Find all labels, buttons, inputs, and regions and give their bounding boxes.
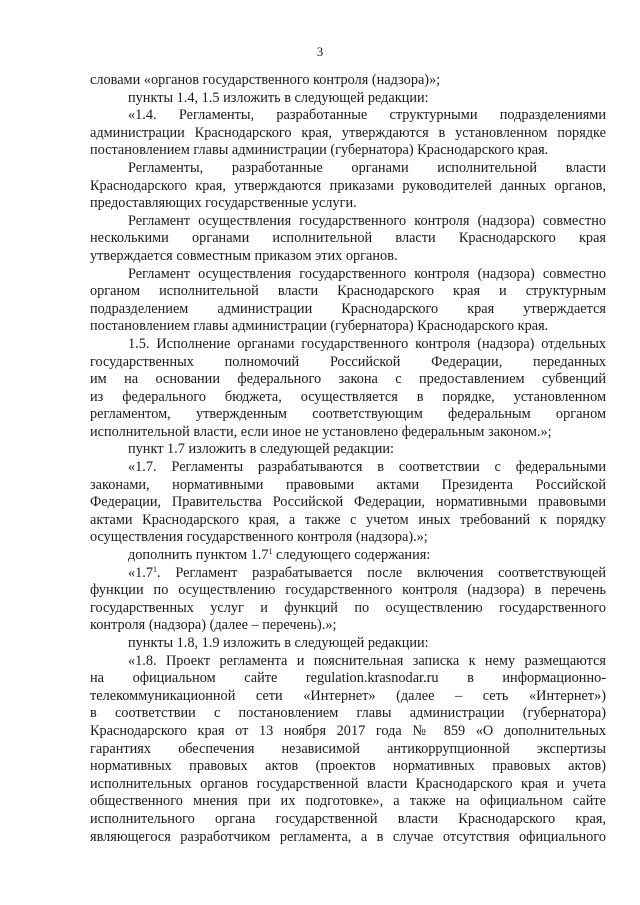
text-line: [90, 72, 606, 90]
text-line-content: дополнить пунктом 1.7: [128, 547, 269, 564]
text-line-content: утверждается совместным приказом этих органов.: [90, 247, 398, 264]
text-line: [90, 829, 606, 847]
text-line-content: Регламент осуществления государственного контроля (надзора) совместно: [128, 212, 606, 229]
text-line: [90, 354, 606, 372]
text-line-content: пункты 1.8, 1.9 изложить в следующей редакции:: [128, 635, 429, 651]
text-line: [90, 441, 606, 459]
text-line: [90, 301, 606, 319]
text-line-content: Регламенты, разработанные органами исполнительной власти: [128, 159, 606, 176]
text-line: [90, 90, 606, 108]
text-line-content: 1.5. Исполнение органами государственного контроля (надзора) отдельных: [128, 335, 606, 352]
text-line: [90, 230, 606, 248]
text-line: [90, 565, 606, 583]
text-line: [90, 512, 606, 530]
text-line: [90, 688, 606, 706]
text-line: [90, 142, 606, 160]
text-line-content: актами Краснодарского края, а также с учетом иных требований к порядку: [90, 511, 606, 528]
text-line: [90, 459, 606, 477]
text-line: [90, 248, 606, 266]
text-line: [90, 178, 606, 196]
text-line-content: словами «органов государственного контроля (надзора)»;: [90, 72, 441, 88]
text-line-content: «1.7: [128, 564, 154, 581]
text-line: [90, 776, 606, 794]
text-line-content: гарантиях обеспечения независимой антикоррупционной экспертизы: [90, 740, 606, 757]
text-line-content: постановлением главы администрации (губернатора) Краснодарского края.: [90, 318, 549, 335]
text-line-content: предоставляющих государственные услуги.: [90, 195, 357, 212]
text-line: [90, 107, 606, 125]
text-line-content: подразделением администрации Краснодарского края утверждается: [90, 300, 606, 317]
text-line-content: законами, нормативными правовыми актами Президента Российской: [90, 476, 606, 493]
text-line-content: «1.7. Регламенты разрабатываются в соответствии с федеральными: [128, 459, 606, 476]
document-body: [90, 72, 606, 846]
text-line: [90, 529, 606, 547]
text-line-content: функции по осуществлению государственного контроля (надзора) в перечень: [90, 582, 606, 599]
text-line: [90, 582, 606, 600]
text-line-tail: следующего содержания:: [272, 547, 431, 564]
page-number: 3: [316, 44, 324, 59]
text-line: [90, 125, 606, 143]
text-line-content: несколькими органами исполнительной власти Краснодарского края: [90, 230, 606, 247]
text-line-content: Регламент осуществления государственного контроля (надзора) совместно: [128, 265, 606, 282]
text-line: [90, 758, 606, 776]
text-line-tail: . Регламент разрабатывается после включения соответствующей: [157, 564, 606, 581]
text-line: [90, 670, 606, 688]
text-line-content: контроля (надзора) (далее – перечень).»;: [90, 617, 337, 634]
text-line: [90, 195, 606, 213]
text-line-content: на официальном сайте regulation.krasnodar.ru в информационно-: [90, 670, 606, 687]
superscript: 1: [268, 547, 273, 557]
text-line: [90, 600, 606, 618]
text-line: [90, 494, 606, 512]
text-line-content: постановлением главы администрации (губернатора) Краснодарского края.: [90, 142, 549, 159]
text-line: [90, 653, 606, 671]
text-line: [90, 283, 606, 301]
text-line: [90, 793, 606, 811]
text-line: [90, 336, 606, 354]
text-line: [90, 547, 606, 565]
text-line: [90, 723, 606, 741]
text-line-content: пункты 1.4, 1.5 изложить в следующей редакции:: [128, 89, 429, 106]
text-line: [90, 406, 606, 424]
text-line-content: исполнительных органов государственной власти Краснодарского края и учета: [90, 775, 606, 792]
text-line: [90, 617, 606, 635]
text-line: [90, 635, 606, 653]
text-line: [90, 318, 606, 336]
text-line-content: осуществления государственного контроля (надзора).»;: [90, 529, 428, 546]
superscript: 1: [153, 564, 158, 574]
text-line-content: Краснодарского края от 13 ноября 2017 года № 859 «О дополнительных: [90, 722, 606, 739]
text-line-content: администрации Краснодарского края, утверждаются в установленном порядке: [90, 124, 606, 141]
text-line-content: из федерального бюджета, осуществляется в порядке, установленном: [90, 388, 606, 405]
text-line: [90, 424, 606, 442]
text-line-content: государственных услуг и функций по осуществлению государственного: [90, 599, 606, 616]
text-line-content: нормативных правовых актов (проектов нормативных правовых актов): [90, 758, 606, 775]
text-line: [90, 705, 606, 723]
text-line-content: органом исполнительной власти Краснодарского края и структурным: [90, 283, 606, 300]
text-line-content: Федерации, Правительства Российской Федерации, нормативными правовыми: [90, 494, 606, 511]
text-line-content: исполнительного органа государственной власти Краснодарского края,: [90, 810, 606, 827]
text-line: [90, 741, 606, 759]
text-line-content: в соответствии с постановлением главы администрации (губернатора): [90, 705, 606, 722]
text-line: [90, 477, 606, 495]
text-line-content: общественного мнения при их подготовке», а также на официальном сайте: [90, 793, 606, 810]
text-line: [90, 371, 606, 389]
text-line-content: «1.8. Проект регламента и пояснительная записка к нему размещаются: [128, 652, 606, 669]
text-line-content: регламентом, утвержденным соответствующим федеральным органом: [90, 406, 606, 423]
text-line-content: являющегося разработчиком регламента, а в случае отсутствия официального: [90, 828, 606, 845]
text-line: [90, 160, 606, 178]
text-line: [90, 266, 606, 284]
text-line: [90, 389, 606, 407]
text-line-content: им на основании федерального закона с предоставлением субвенций: [90, 371, 606, 388]
text-line-content: исполнительной власти, если иное не установлено федеральным законом.»;: [90, 423, 552, 440]
text-line-content: государственных полномочий Российской Федерации, переданных: [90, 353, 606, 370]
text-line-content: пункт 1.7 изложить в следующей редакции:: [128, 441, 395, 458]
text-line-content: «1.4. Регламенты, разработанные структурными подразделениями: [128, 107, 606, 124]
text-line: [90, 213, 606, 231]
text-line-content: Краснодарского края, утверждаются приказами руководителей данных органов,: [90, 177, 606, 194]
text-line: [90, 811, 606, 829]
text-line-content: телекоммуникационной сети «Интернет» (далее – сеть «Интернет»): [90, 687, 606, 704]
